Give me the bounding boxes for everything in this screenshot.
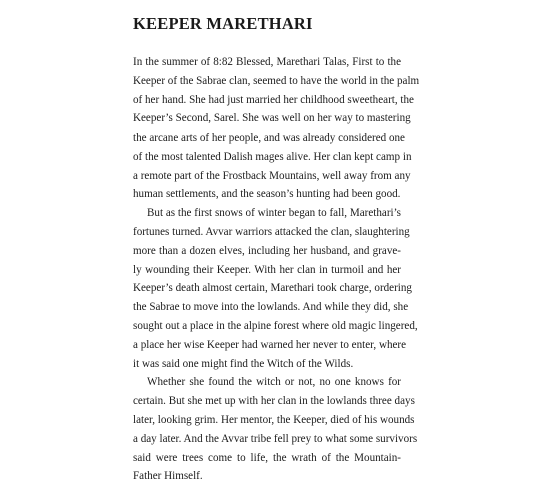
text-line: of the most talented Dalish mages alive. Her clan kept camp in — [133, 150, 412, 163]
text-line: Keeper’s death almost certain, Marethari took charge, ordering — [133, 282, 412, 295]
text-line: the Sabrae to move into the lowlands. And while they did, she — [133, 301, 409, 314]
text-line: a place her wise Keeper had warned her never to enter, where — [133, 338, 407, 351]
text-line: In the summer of 8:82 Blessed, Marethari Talas, First to the — [133, 56, 401, 68]
text-line: human settlements, and the season’s hunting had been good. — [133, 188, 401, 201]
text-line: it was said one might find the Witch of the Wilds. — [133, 357, 354, 370]
text-line: certain. But she met up with her clan in the lowlands three days — [133, 395, 415, 408]
text-line: more than a dozen elves, including her husband, and grave- — [133, 244, 401, 257]
text-line: sought out a place in the alpine forest where old magic lingered, — [133, 319, 418, 332]
text-line: Keeper of the Sabrae clan, seemed to have the world in the palm — [133, 74, 420, 87]
text-line: later, looking grim. Her mentor, the Keeper, died of his wounds — [133, 413, 415, 426]
text-line: Keeper’s Second, Sarel. She was well on her way to mastering — [133, 112, 411, 125]
document-title: KEEPER MARETHARI — [133, 14, 313, 33]
text-line: a day later. And the Avvar tribe fell prey to what some survivors — [133, 432, 418, 445]
paragraph-intro — [133, 53, 420, 128]
paragraph-continuation — [133, 129, 418, 486]
text-line: Whether she found the witch or not, no one knows for — [147, 376, 401, 389]
text-line: the arcane arts of her people, and was already considered one — [133, 132, 405, 144]
text-line: But as the first snows of winter began to fall, Marethari’s — [147, 207, 401, 220]
text-line: Father Himself. — [133, 470, 203, 483]
text-line: of her hand. She had just married her childhood sweetheart, the — [133, 93, 414, 106]
text-line: fortunes turned. Avvar warriors attacked the clan, slaughtering — [133, 225, 410, 238]
text-line: ly wounding their Keeper. With her clan in turmoil and her — [133, 263, 401, 276]
text-line: a remote part of the Frostback Mountains, well away from any — [133, 169, 411, 182]
text-line: said were trees come to life, the wrath of the Mountain- — [133, 451, 401, 464]
